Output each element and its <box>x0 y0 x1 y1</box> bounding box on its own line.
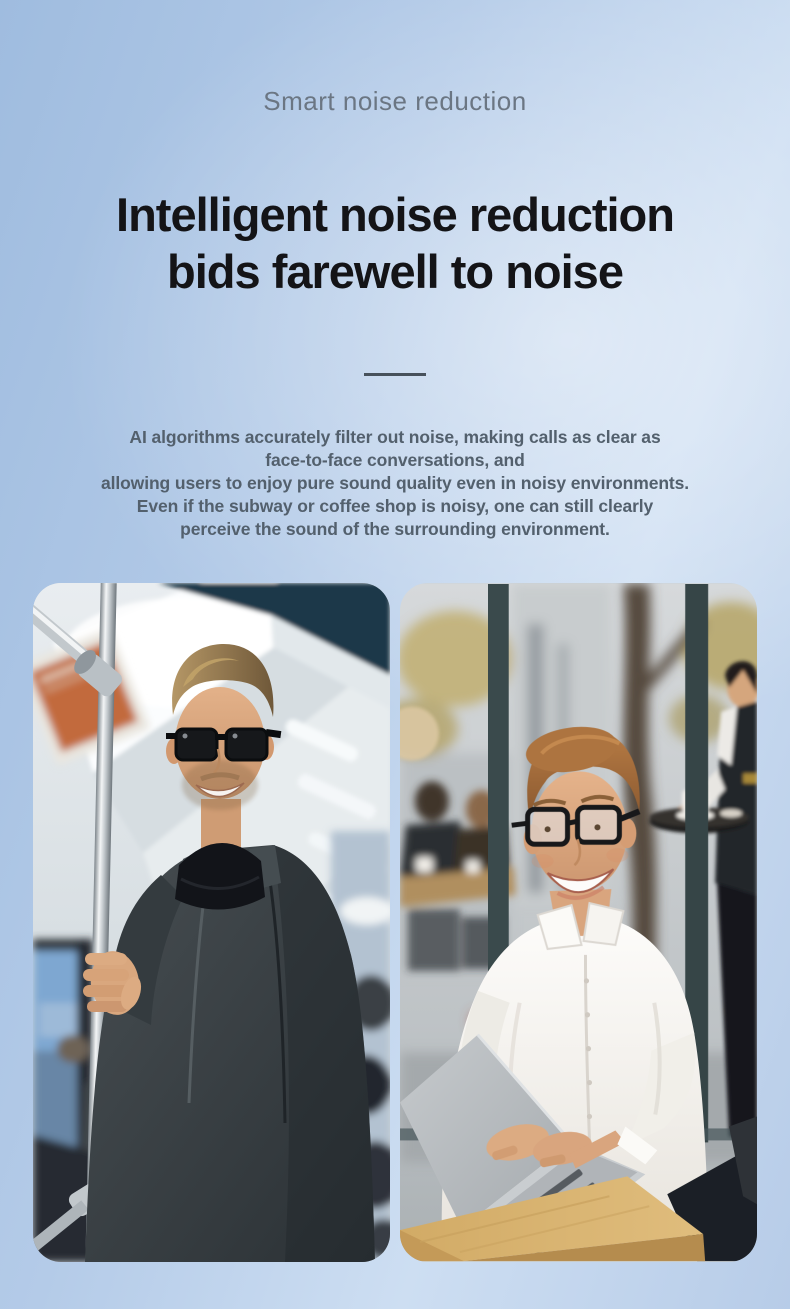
divider-line <box>364 373 426 376</box>
description-line: perceive the sound of the surrounding environment. <box>180 519 610 539</box>
description-text <box>0 426 790 541</box>
tagline: Smart noise reduction <box>263 86 527 116</box>
photo-row <box>33 583 757 1262</box>
photo-cafe-man <box>400 583 757 1262</box>
description-line: face-to-face conversations, and <box>265 450 525 470</box>
page-title-line1: Intelligent noise reduction <box>116 188 674 241</box>
cafe-illustration <box>400 583 757 1262</box>
photo-subway-man <box>33 583 390 1262</box>
subway-illustration <box>33 583 390 1262</box>
description-line: allowing users to enjoy pure sound quality even in noisy environments. <box>100 473 690 493</box>
page-title <box>0 186 790 300</box>
description-line: Even if the subway or coffee shop is noisy, one can still clearly <box>136 496 654 516</box>
description-line: AI algorithms accurately filter out noise, making calls as clear as <box>129 427 661 447</box>
page-title-line2: bids farewell to noise <box>167 245 623 298</box>
